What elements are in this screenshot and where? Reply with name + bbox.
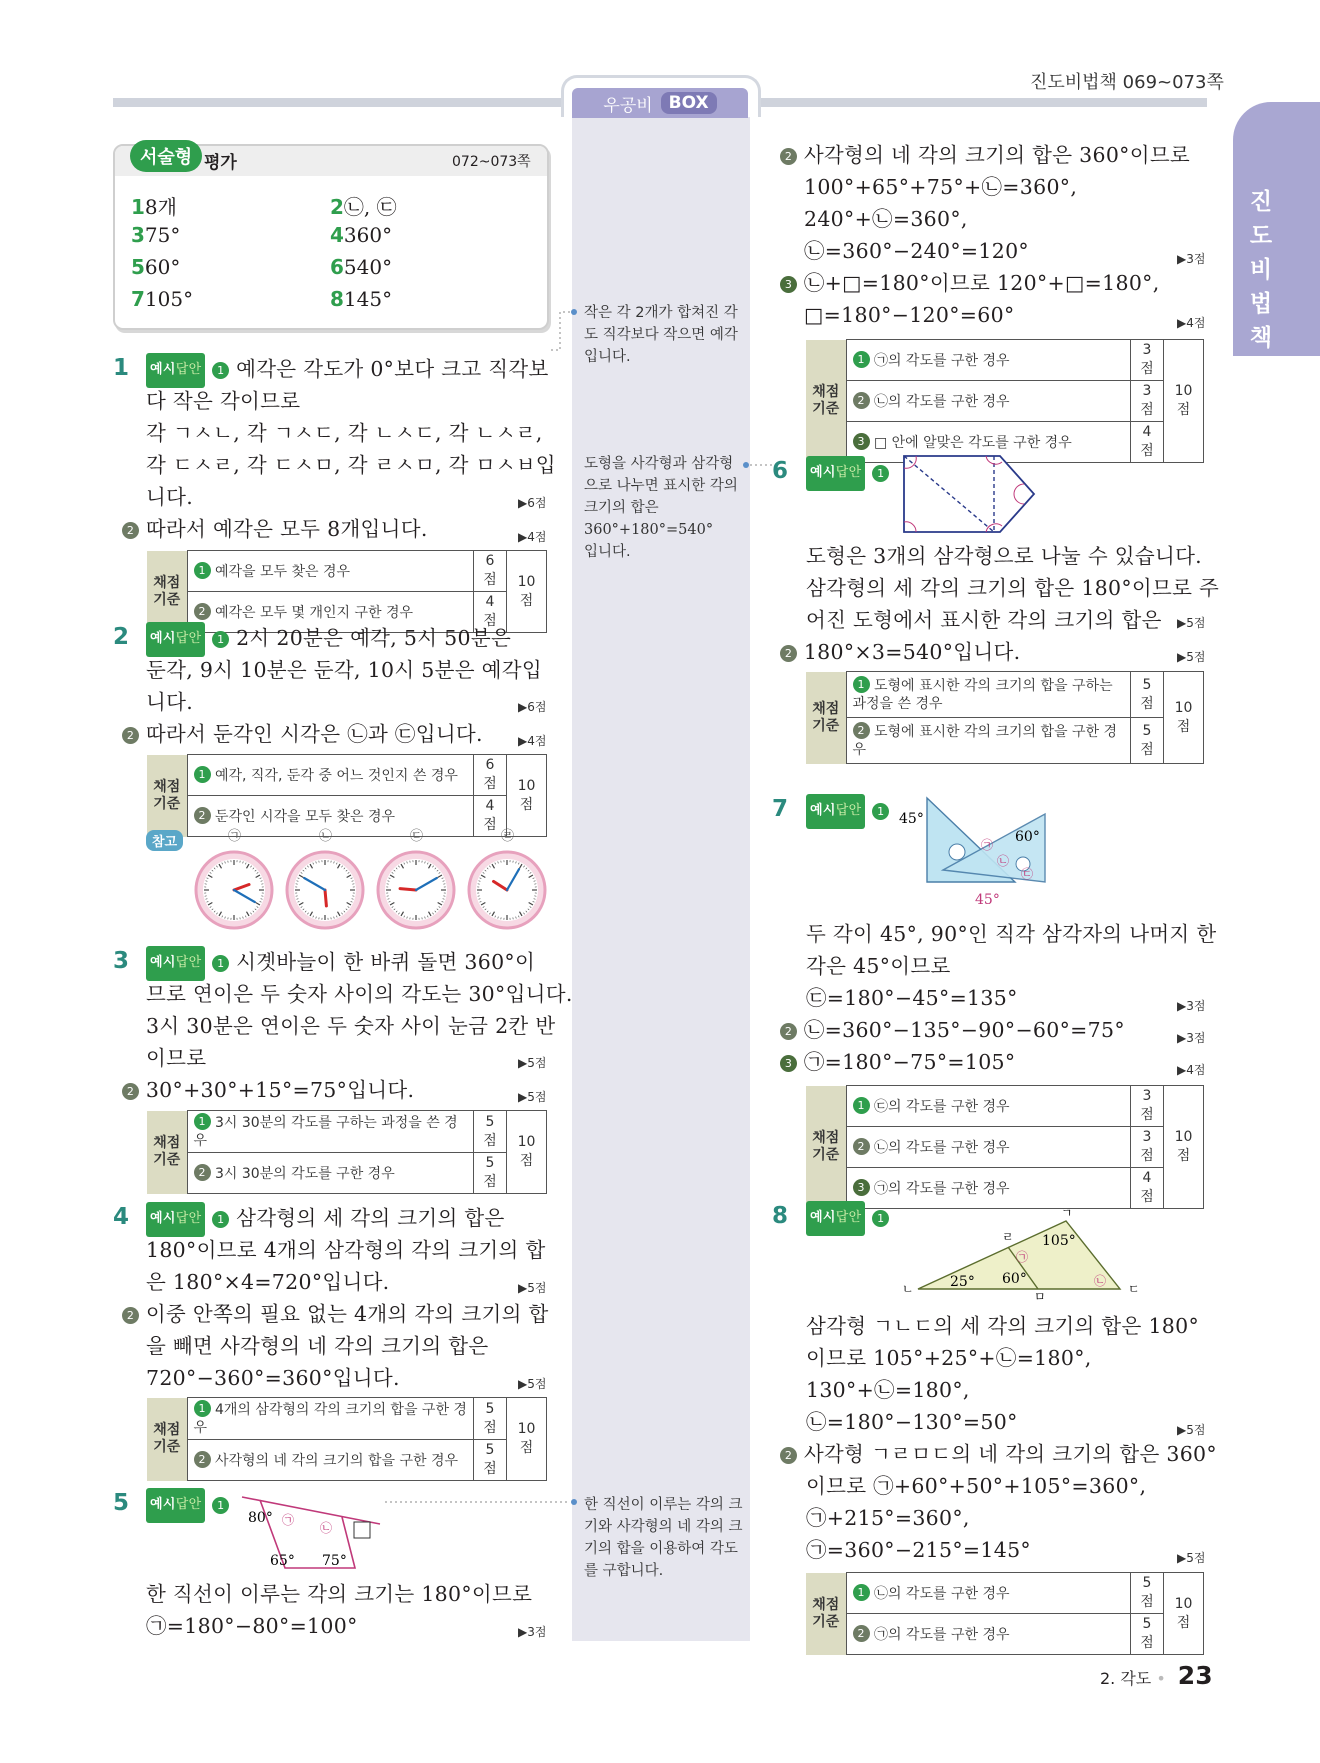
q2-line: 예시답안 1 2시 20분은 예각, 5시 50분은 bbox=[146, 622, 511, 657]
scoring-label: 채점 기준 bbox=[147, 1111, 187, 1194]
q1-line: 각 ㄱㅅㄴ, 각 ㄱㅅㄷ, 각 ㄴㅅㄷ, 각 ㄴㅅㄹ, bbox=[146, 421, 543, 445]
answer-badge: 예시답안 bbox=[146, 1202, 205, 1237]
points: ▶3점 bbox=[1177, 252, 1206, 266]
angle-key: ㉢ bbox=[1021, 867, 1034, 881]
q8-line: 삼각형 ㄱㄴㄷ의 세 각의 크기의 합은 180° bbox=[806, 1314, 1200, 1338]
q1-line: 다 작은 각이므로 bbox=[146, 389, 301, 413]
page-footer: 2. 각도 • 23 bbox=[1100, 1661, 1213, 1690]
q8-line: 130°+㉡=180°, bbox=[806, 1378, 970, 1402]
angle-label: 65° bbox=[270, 1553, 295, 1569]
q1-line: 2 따라서 예각은 모두 8개입니다. bbox=[122, 513, 428, 546]
scoring-table: 채점 기준 1 도형에 표시한 각의 크기의 합을 구하는 과정을 쓴 경우 5점 10점 2 도형에 표시한 각의 크기의 합을 구한 경우 5점 bbox=[806, 671, 1204, 764]
q1-line: 예시답안 1 예각은 각도가 0°보다 크고 직각보 bbox=[146, 353, 549, 388]
scoring-table: 채점 기준 1 ㉢의 각도를 구한 경우 3점 10점 2 ㉡의 각도를 구한 경우 3점 3 ㉠의 각도를 구한 경우 4점 bbox=[806, 1085, 1204, 1209]
q3-line: 예시답안 1 시곗바늘이 한 바퀴 돌면 360°이 bbox=[146, 946, 535, 981]
question-number: 7 bbox=[772, 796, 789, 822]
q2-line: 2 따라서 둔각인 시각은 ㉡과 ㉢입니다. bbox=[122, 718, 483, 751]
summary-item: 7105° bbox=[131, 287, 194, 311]
points: ▶5점 bbox=[1177, 1551, 1206, 1565]
question-number: 1 bbox=[113, 355, 130, 381]
q6-line: 2 180°×3=540°입니다. bbox=[780, 636, 1020, 669]
q7-line: 3 ㉠=180°−75°=105° bbox=[780, 1046, 1015, 1079]
q3-line: 므로 연이은 두 숫자 사이의 각도는 30°입니다. bbox=[146, 982, 573, 1006]
vertex-label: ㅁ bbox=[1034, 1290, 1046, 1304]
q5-figure bbox=[230, 1492, 390, 1572]
answer-badge: 예시답안 bbox=[146, 946, 205, 981]
criterion: 1 예각을 모두 찾은 경우 bbox=[187, 551, 474, 592]
q6-line: 삼각형의 세 각의 크기의 합은 180°이므로 주 bbox=[806, 576, 1220, 600]
vertex-label: ㄹ bbox=[1002, 1230, 1014, 1244]
workbook-reference: 진도비법책 069~073쪽 bbox=[1030, 72, 1224, 93]
q8-line: 2 사각형 ㄱㄹㅁㄷ의 네 각의 크기의 합은 360° bbox=[780, 1438, 1217, 1471]
q8-line: ㉠+215°=360°, bbox=[806, 1506, 970, 1530]
q5-line: 2 사각형의 네 각의 크기의 합은 360°이므로 bbox=[780, 139, 1190, 172]
angle-label: 60° bbox=[1002, 1271, 1027, 1287]
points: ▶5점 bbox=[518, 1056, 547, 1070]
scoring-table: 채점 기준 1 예각, 직각, 둔각 중 어느 것인지 쓴 경우 6점 10점 2 둔각인 시각을 모두 찾은 경우 4점 bbox=[147, 754, 547, 837]
angle-label: 60° bbox=[1015, 829, 1040, 845]
side-note: 작은 각 2개가 합쳐진 각도 직각보다 작으면 예각입니다. bbox=[584, 305, 738, 365]
q5-line: ㉡=360°−240°=120° bbox=[804, 239, 1029, 263]
scoring-table: 채점 기준 1 예각을 모두 찾은 경우 6점 10점 2 예각은 모두 몇 개인지 구한 경우 4점 bbox=[147, 550, 547, 633]
q8-line: 이므로 105°+25°+㉡=180°, bbox=[806, 1346, 1092, 1370]
answer-badge: 예시답안 bbox=[146, 353, 205, 388]
step-2-icon: 2 bbox=[122, 522, 139, 539]
q7-line: ㉢=180°−45°=135° bbox=[806, 986, 1018, 1010]
angle-label: 105° bbox=[1042, 1233, 1076, 1249]
q8-line: ㉠=360°−215°=145° bbox=[806, 1538, 1031, 1562]
scoring-label: 채점 기준 bbox=[806, 672, 846, 764]
q7-line: 각은 45°이므로 bbox=[806, 954, 951, 978]
scoring-table: 채점 기준 1 ㉠의 각도를 구한 경우 3점 10점 2 ㉡의 각도를 구한 경우 3점 3 □ 안에 알맞은 각도를 구한 경우 4점 bbox=[806, 339, 1204, 463]
angle-label: 25° bbox=[950, 1274, 975, 1290]
q1-line: 각 ㄷㅅㄹ, 각 ㄷㅅㅁ, 각 ㄹㅅㅁ, 각 ㅁㅅㅂ입 bbox=[146, 453, 556, 477]
angle-key: ㉠ bbox=[981, 838, 994, 852]
clock-label: ㉠ bbox=[228, 829, 242, 844]
q3-line: 이므로 bbox=[146, 1046, 207, 1070]
q7-line: 예시답안 1 bbox=[806, 794, 889, 829]
q5-line: □=180°−120°=60° bbox=[804, 303, 1015, 327]
vertex-label: ㄱ bbox=[1061, 1206, 1073, 1220]
scoring-label: 채점 기준 bbox=[147, 755, 187, 837]
points: ▶5점 bbox=[518, 1281, 547, 1295]
question-number: 2 bbox=[113, 624, 130, 650]
q6-line: 예시답안 1 bbox=[806, 456, 889, 491]
q8-line: 예시답안 1 bbox=[806, 1201, 889, 1236]
points: ▶3점 bbox=[1177, 999, 1206, 1013]
angle-key: ㉡ bbox=[320, 1521, 333, 1535]
step-2-icon: 2 bbox=[122, 727, 139, 744]
points: ▶5점 bbox=[1177, 616, 1206, 630]
q4-line: 2 이중 안쪽의 필요 없는 4개의 각의 크기의 합 bbox=[122, 1298, 549, 1331]
answer-badge: 예시답안 bbox=[806, 1201, 865, 1236]
points: ▶4점 bbox=[518, 530, 547, 544]
points: ▶6점 bbox=[518, 700, 547, 714]
q6-line: 도형은 3개의 삼각형으로 나눌 수 있습니다. bbox=[806, 544, 1202, 568]
angle-key: ㉡ bbox=[997, 854, 1010, 868]
vertex-label: ㄴ bbox=[902, 1282, 914, 1296]
angle-key: ㉡ bbox=[1094, 1274, 1107, 1288]
summary-badge: 서술형 bbox=[130, 140, 202, 172]
points: ▶5점 bbox=[1177, 1423, 1206, 1437]
scoring-table: 채점 기준 1 3시 30분의 각도를 구하는 과정을 쓴 경우 5점 10점 2 3시 30분의 각도를 구한 경우 5점 bbox=[147, 1110, 547, 1194]
clock-label: ㉢ bbox=[410, 829, 424, 844]
question-number: 8 bbox=[772, 1203, 789, 1229]
q3-line: 2 30°+30°+15°=75°입니다. bbox=[122, 1074, 414, 1107]
summary-item: 375° bbox=[131, 223, 181, 247]
q4-line: 180°이므로 4개의 삼각형의 각의 크기의 합 bbox=[146, 1238, 546, 1262]
scoring-label: 채점 기준 bbox=[806, 1573, 846, 1655]
points: ▶4점 bbox=[518, 734, 547, 748]
hour-hand bbox=[325, 890, 326, 906]
vertex-label: ㄷ bbox=[1128, 1282, 1140, 1296]
side-note: 도형을 사각형과 삼각형으로 나누면 표시한 각의 크기의 합은 360°+180°=540° 입니다. bbox=[584, 456, 738, 560]
scoring-label: 채점 기준 bbox=[147, 551, 187, 633]
answer-badge: 예시답안 bbox=[806, 456, 865, 491]
q7-line: 2 ㉡=360°−135°−90°−60°=75° bbox=[780, 1014, 1125, 1047]
q5-line: 240°+㉡=360°, bbox=[804, 207, 968, 231]
points: ▶5점 bbox=[518, 1377, 547, 1391]
q5-line: 예시답안 1 bbox=[146, 1488, 229, 1523]
scoring-label: 채점 기준 bbox=[806, 1086, 846, 1209]
q6-figure bbox=[898, 452, 1043, 537]
question-number: 6 bbox=[772, 458, 789, 484]
summary-item: 2㉡, ㉢ bbox=[330, 195, 397, 219]
q8-line: ㉡=180°−130°=50° bbox=[806, 1410, 1018, 1434]
angle-label: 75° bbox=[322, 1553, 347, 1569]
q8-line: 이므로 ㉠+60°+50°+105°=360°, bbox=[806, 1474, 1147, 1498]
summary-item: 6540° bbox=[330, 255, 393, 279]
q2-line: 니다. bbox=[146, 690, 194, 714]
scoring-label: 채점 기준 bbox=[147, 1398, 187, 1481]
points: ▶5점 bbox=[1177, 650, 1206, 664]
q7-figure bbox=[895, 792, 1065, 910]
q4-line: 은 180°×4=720°입니다. bbox=[146, 1270, 390, 1294]
points: ▶6점 bbox=[518, 496, 547, 510]
scoring-table: 채점 기준 1 4개의 삼각형의 각의 크기의 합을 구한 경우 5점 10점 2 사각형의 네 각의 크기의 합을 구한 경우 5점 bbox=[147, 1397, 547, 1481]
step-1-icon: 1 bbox=[212, 631, 229, 648]
angle-key: ㉠ bbox=[282, 1513, 295, 1527]
q4-line: 을 빼면 사각형의 네 각의 크기의 합은 bbox=[146, 1334, 489, 1358]
side-index-label: 진 도 비 법 책 bbox=[1249, 189, 1273, 351]
q4-line: 720°−360°=360°입니다. bbox=[146, 1366, 400, 1390]
summary-item: 560° bbox=[131, 255, 181, 279]
side-note: 한 직선이 이루는 각의 크기와 사각형의 네 각의 크기의 합을 이용하여 각도를 구합니다. bbox=[584, 1497, 743, 1579]
q5-line: 한 직선이 이루는 각의 크기는 180°이므로 bbox=[146, 1582, 533, 1606]
q6-line: 어진 도형에서 표시한 각의 크기의 합은 bbox=[806, 608, 1162, 632]
q5-line: 3 ㉡+□=180°이므로 120°+□=180°, bbox=[780, 267, 1160, 300]
q5-line: 100°+65°+75°+㉡=360°, bbox=[804, 175, 1078, 199]
question-number: 3 bbox=[113, 948, 130, 974]
clock-label: ㉡ bbox=[319, 829, 333, 844]
q1-line: 니다. bbox=[146, 485, 194, 509]
reference-badge: 참고 bbox=[146, 830, 183, 851]
q5-line: ㉠=180°−80°=100° bbox=[146, 1614, 358, 1638]
note-connectors bbox=[380, 300, 800, 1520]
q3-line: 3시 30분은 연이은 두 숫자 사이 눈금 2칸 반 bbox=[146, 1014, 556, 1038]
step-1-icon: 1 bbox=[212, 362, 229, 379]
answer-badge: 예시답안 bbox=[146, 622, 205, 657]
summary-item: 8145° bbox=[330, 287, 393, 311]
points: ▶4점 bbox=[1177, 316, 1206, 330]
q2-line: 둔각, 9시 10분은 둔각, 10시 5분은 예각입 bbox=[146, 658, 542, 682]
question-number: 4 bbox=[113, 1204, 130, 1230]
summary-title: 평가 bbox=[204, 153, 237, 173]
points: ▶3점 bbox=[518, 1625, 547, 1639]
points: ▶3점 bbox=[1177, 1031, 1206, 1045]
clock-label: ㉣ bbox=[501, 829, 515, 844]
points: ▶4점 bbox=[1177, 1063, 1206, 1077]
q4-line: 예시답안 1 삼각형의 세 각의 크기의 합은 bbox=[146, 1202, 505, 1237]
q8-figure bbox=[898, 1205, 1146, 1304]
criterion: 2 예각은 모두 몇 개인지 구한 경우 bbox=[187, 592, 474, 633]
question-number: 5 bbox=[113, 1490, 130, 1516]
box-tab-label: 우공비 BOX bbox=[572, 88, 748, 118]
summary-item: 18개 bbox=[131, 195, 177, 219]
summary-pages: 072~073쪽 bbox=[452, 154, 531, 170]
angle-label: 45° bbox=[975, 892, 1000, 908]
angle-key: ㉠ bbox=[1016, 1250, 1029, 1264]
scoring-table: 채점 기준 1 ㉡의 각도를 구한 경우 5점 10점 2 ㉠의 각도를 구한 경우 5점 bbox=[806, 1572, 1204, 1655]
answer-badge: 예시답안 bbox=[806, 794, 865, 829]
points: ▶5점 bbox=[518, 1090, 547, 1104]
scoring-label: 채점 기준 bbox=[806, 340, 846, 463]
angle-label: 80° bbox=[248, 1510, 273, 1526]
summary-item: 4360° bbox=[330, 223, 393, 247]
q7-line: 두 각이 45°, 90°인 직각 삼각자의 나머지 한 bbox=[806, 922, 1217, 946]
angle-label: 45° bbox=[899, 811, 924, 827]
answer-badge: 예시답안 bbox=[146, 1488, 205, 1523]
